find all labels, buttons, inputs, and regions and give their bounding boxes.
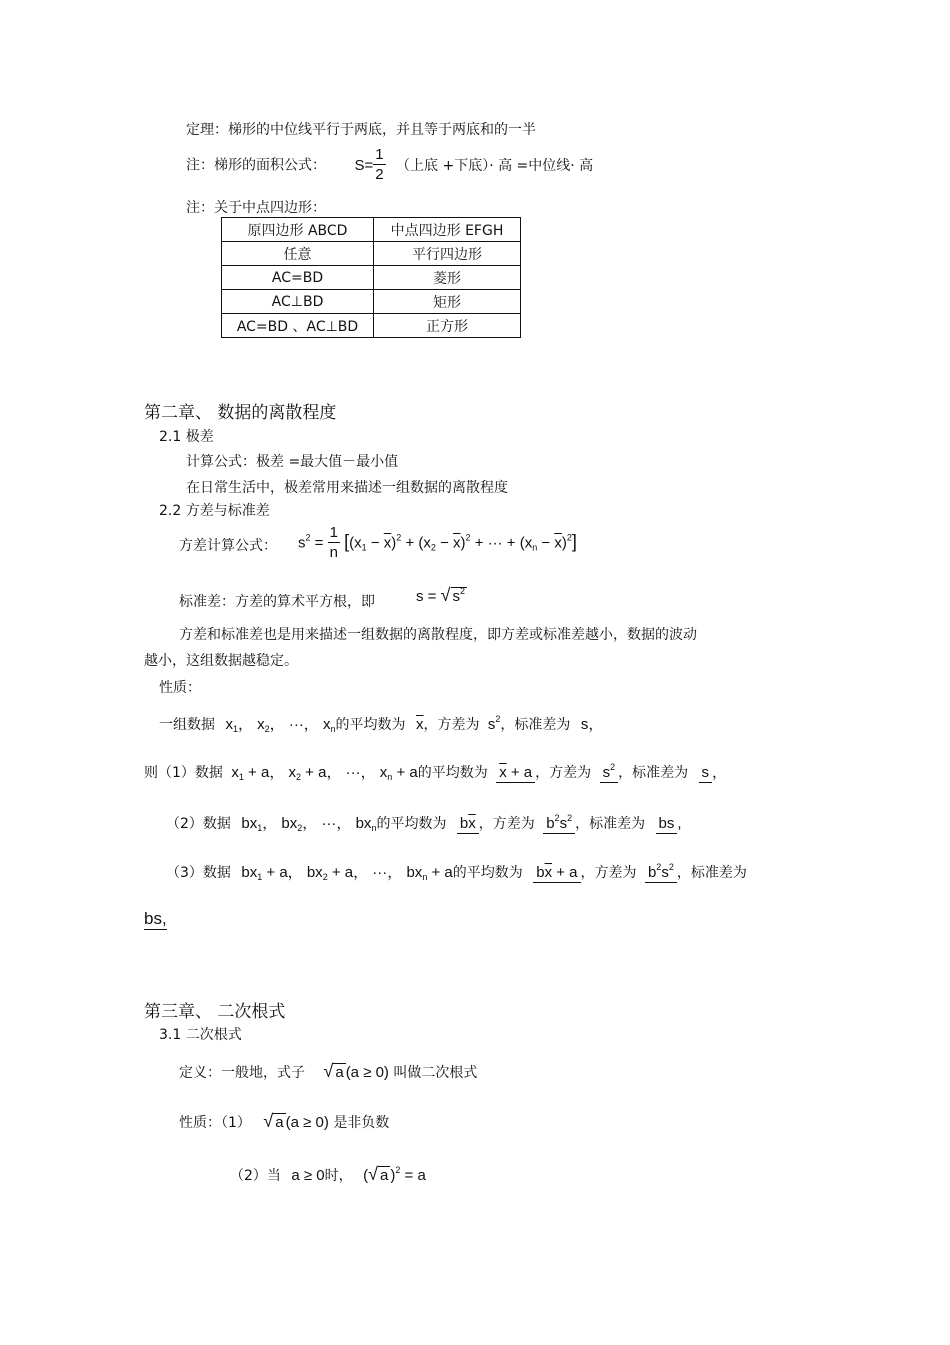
- property-line-3: （3）数据 $bx_1 + a$， $bx_2 + a$， ···， $bx_n + a$的平均数为 $b\overline{x} + a$ ，方差为 $b^2s^2$ ，标准差为: [166, 862, 747, 882]
- fraction-denominator: 2: [375, 166, 384, 183]
- variance-formula-label: 方差计算公式：: [179, 538, 277, 554]
- chapter-2-title: 第二章、 数据的离散程度: [144, 403, 337, 423]
- trapezoid-theorem: 定理：梯形的中位线平行于两底，并且等于两底和的一半: [186, 122, 536, 138]
- line-prefix: （3）数据: [166, 865, 231, 881]
- table-cell: AC⊥BD: [222, 290, 374, 314]
- range-usage: 在日常生活中，极差常用来描述一组数据的离散程度: [186, 480, 508, 496]
- line-prefix: 一组数据: [159, 717, 215, 733]
- table-row: [222, 314, 521, 338]
- area-note-label: 注：梯形的面积公式：: [186, 157, 326, 174]
- table-row: [222, 242, 521, 266]
- table-cell: 任意: [222, 242, 374, 266]
- property-line-3-end: [144, 909, 167, 929]
- dispersion-description-1: 方差和标准差也是用来描述一组数据的离散程度，即方差或标准差越小，数据的波动: [179, 627, 697, 643]
- table-cell: AC=BD 、AC⊥BD: [222, 314, 374, 338]
- property-line-0: 一组数据 $x_1$， $x_2$， ···， $x_n$的平均数为 $\overline{x}$，方差为 $s^2$，标准差为 s，: [159, 714, 604, 734]
- std-label: ，标准差为: [500, 717, 571, 733]
- property-line-2: （2）数据 $bx_1$， $bx_2$， ···， $bx_n$的平均数为 $b\overline{x}$ ，方差为 $b^2s^2$ ，标准差为 bs ,: [166, 813, 682, 833]
- table-header: 中点四边形 EFGH: [374, 218, 521, 242]
- std-dev-formula: s = √ $s^2$: [416, 585, 466, 605]
- root-property-2: （2）当 a ≥ 0时， (√ a )$^2$ = a: [230, 1164, 426, 1184]
- std-label: ，标准差为: [575, 816, 646, 832]
- definition-line: 定义：一般地，式子 √ a (a ≥ 0) 叫做二次根式: [179, 1061, 478, 1081]
- area-formula-line: [186, 146, 593, 185]
- mean-label: 的平均数为: [376, 816, 447, 832]
- table-cell: 平行四边形: [374, 242, 521, 266]
- line-prefix: （2）数据: [166, 816, 231, 832]
- midpoint-quadrilateral-table: [221, 217, 521, 338]
- mean-label: 的平均数为: [452, 865, 523, 881]
- table-row: [222, 290, 521, 314]
- chapter-3-title: 第三章、 二次根式: [144, 1002, 286, 1022]
- range-formula: 计算公式：极差 =最大值－最小值: [186, 454, 399, 470]
- line-3-end-text: bs,: [144, 909, 167, 928]
- std-label: ，标准差为: [676, 865, 747, 881]
- mean-label: 的平均数为: [417, 765, 488, 781]
- table-row: [222, 266, 521, 290]
- std-dev-label: 标准差：方差的算术平方根，即: [179, 594, 375, 610]
- table-header: 原四边形 ABCD: [222, 218, 374, 242]
- table-header-row: [222, 218, 521, 242]
- variance-label: ，方差为: [423, 717, 480, 733]
- table-cell: 菱形: [374, 266, 521, 290]
- area-rhs: （上底 +下底）· 高 =中位线· 高: [396, 157, 594, 174]
- definition-suffix: 叫做二次根式: [393, 1065, 478, 1081]
- area-lhs: S=: [354, 156, 374, 174]
- property-2-prefix: （2）当: [230, 1168, 281, 1184]
- section-3-1-heading: 3.1 二次根式: [159, 1027, 242, 1043]
- midpoint-note: 注：关于中点四边形：: [186, 200, 326, 216]
- definition-prefix: 定义：一般地，式子: [179, 1065, 305, 1081]
- section-2-2-heading: 2.2 方差与标准差: [159, 503, 270, 519]
- mean-label: 的平均数为: [335, 717, 406, 733]
- variance-formula: $s^2$ = $\frac{1}{n}$ [$(x_1 - \overline{x})^2 + (x_2 - \overline{x})^2$ + ··· + $(x_n - \overline{x})^2$]: [298, 524, 577, 561]
- dispersion-description-2: 越小，这组数据越稳定。: [144, 653, 298, 669]
- variance-label: ，方差为: [580, 865, 637, 881]
- area-fraction: [373, 146, 385, 185]
- std-label: ，标准差为: [618, 765, 689, 781]
- variance-label: ，方差为: [478, 816, 535, 832]
- table-cell: 正方形: [374, 314, 521, 338]
- properties-label: 性质：: [159, 680, 201, 696]
- table-cell: 矩形: [374, 290, 521, 314]
- fraction-numerator: 1: [375, 146, 384, 163]
- line-prefix: 则（1）数据: [144, 765, 223, 781]
- section-2-1-heading: 2.1 极差: [159, 429, 214, 445]
- property-1-prefix: 性质：（1）: [179, 1115, 251, 1131]
- variance-label: ，方差为: [535, 765, 592, 781]
- property-line-1: 则（1）数据 $x_1 + a$， $x_2 + a$， ···， $x_n + a$的平均数为 $\overline{x} + a$ ，方差为 $s^2$ ，标准差为 s ，: [144, 762, 728, 782]
- property-2-mid: 时，: [324, 1168, 353, 1184]
- table-cell: AC=BD: [222, 266, 374, 290]
- property-1-suffix: 是非负数: [333, 1115, 390, 1131]
- root-property-1: 性质：（1） √ a (a ≥ 0) 是非负数: [179, 1111, 390, 1131]
